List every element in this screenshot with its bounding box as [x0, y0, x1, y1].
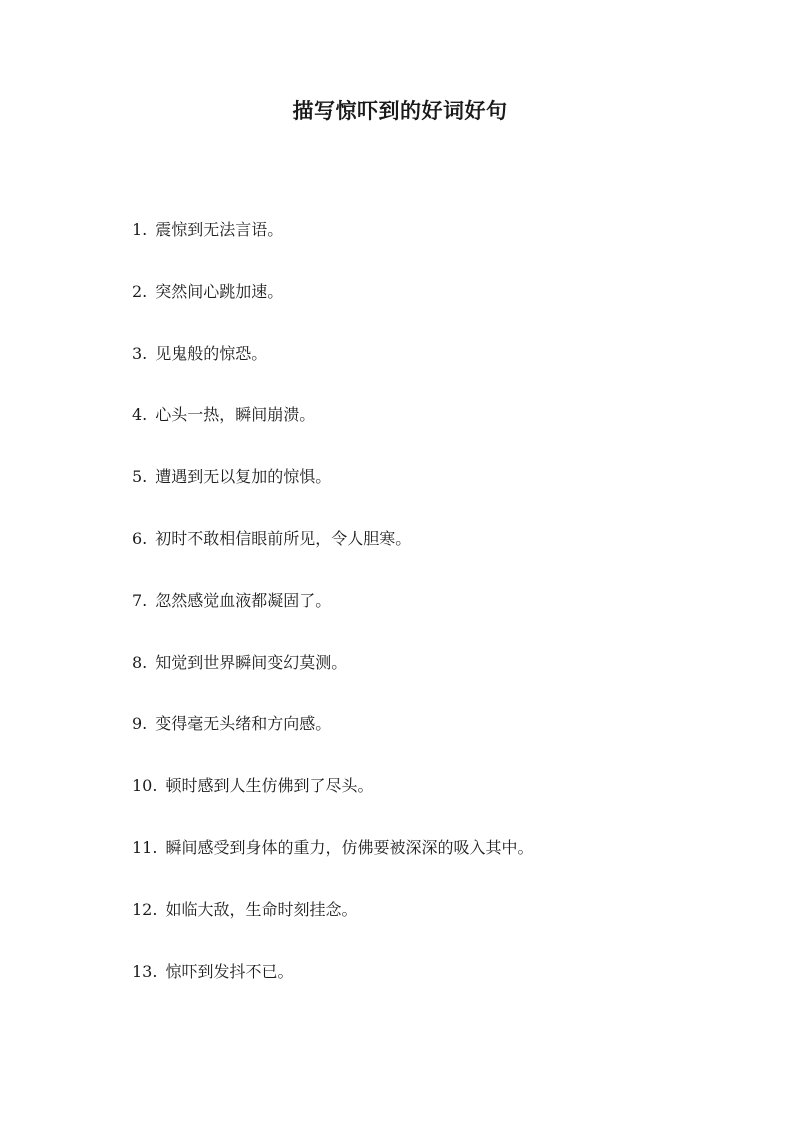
list-item	[132, 770, 752, 832]
list-item	[132, 461, 752, 523]
list-item	[132, 585, 752, 647]
item-text: 变得毫无头绪和方向感。	[155, 714, 332, 734]
list-item	[132, 956, 752, 1018]
item-number: 10.	[132, 776, 158, 796]
sentence-list	[132, 214, 752, 1017]
list-item	[132, 399, 752, 461]
list-item	[132, 647, 752, 709]
item-text: 初时不敢相信眼前所见，令人胆寒。	[155, 528, 412, 548]
item-number: 5.	[132, 467, 148, 487]
item-number: 9.	[132, 714, 148, 734]
item-text: 心头一热，瞬间崩溃。	[155, 405, 316, 425]
item-text: 忽然感觉血液都凝固了。	[155, 590, 332, 610]
item-number: 11.	[132, 837, 158, 857]
item-text: 顿时感到人生仿佛到了尽头。	[165, 776, 374, 796]
item-number: 8.	[132, 652, 148, 672]
item-text: 瞬间感受到身体的重力，仿佛要被深深的吸入其中。	[165, 837, 534, 857]
item-number: 7.	[132, 590, 148, 610]
item-text: 知觉到世界瞬间变幻莫测。	[155, 652, 348, 672]
item-number: 2.	[132, 281, 148, 301]
list-item	[132, 214, 752, 276]
list-item	[132, 708, 752, 770]
item-number: 13.	[132, 961, 158, 981]
list-item	[132, 894, 752, 956]
list-item	[132, 338, 752, 400]
item-text: 遭遇到无以复加的惊惧。	[155, 467, 332, 487]
item-text: 见鬼般的惊恐。	[155, 343, 268, 363]
list-item	[132, 276, 752, 338]
item-number: 6.	[132, 528, 148, 548]
item-text: 震惊到无法言语。	[155, 220, 284, 239]
item-number: 12.	[132, 899, 158, 919]
item-number: 3.	[132, 343, 148, 363]
document-title: 描写惊吓到的好词好句	[292, 98, 508, 123]
item-text: 惊吓到发抖不已。	[165, 961, 294, 981]
item-text: 突然间心跳加速。	[155, 281, 284, 301]
list-item	[132, 523, 752, 585]
item-number: 4.	[132, 405, 148, 425]
item-text: 如临大敌，生命时刻挂念。	[165, 899, 358, 919]
item-number: 1.	[132, 220, 148, 239]
list-item	[132, 832, 752, 894]
